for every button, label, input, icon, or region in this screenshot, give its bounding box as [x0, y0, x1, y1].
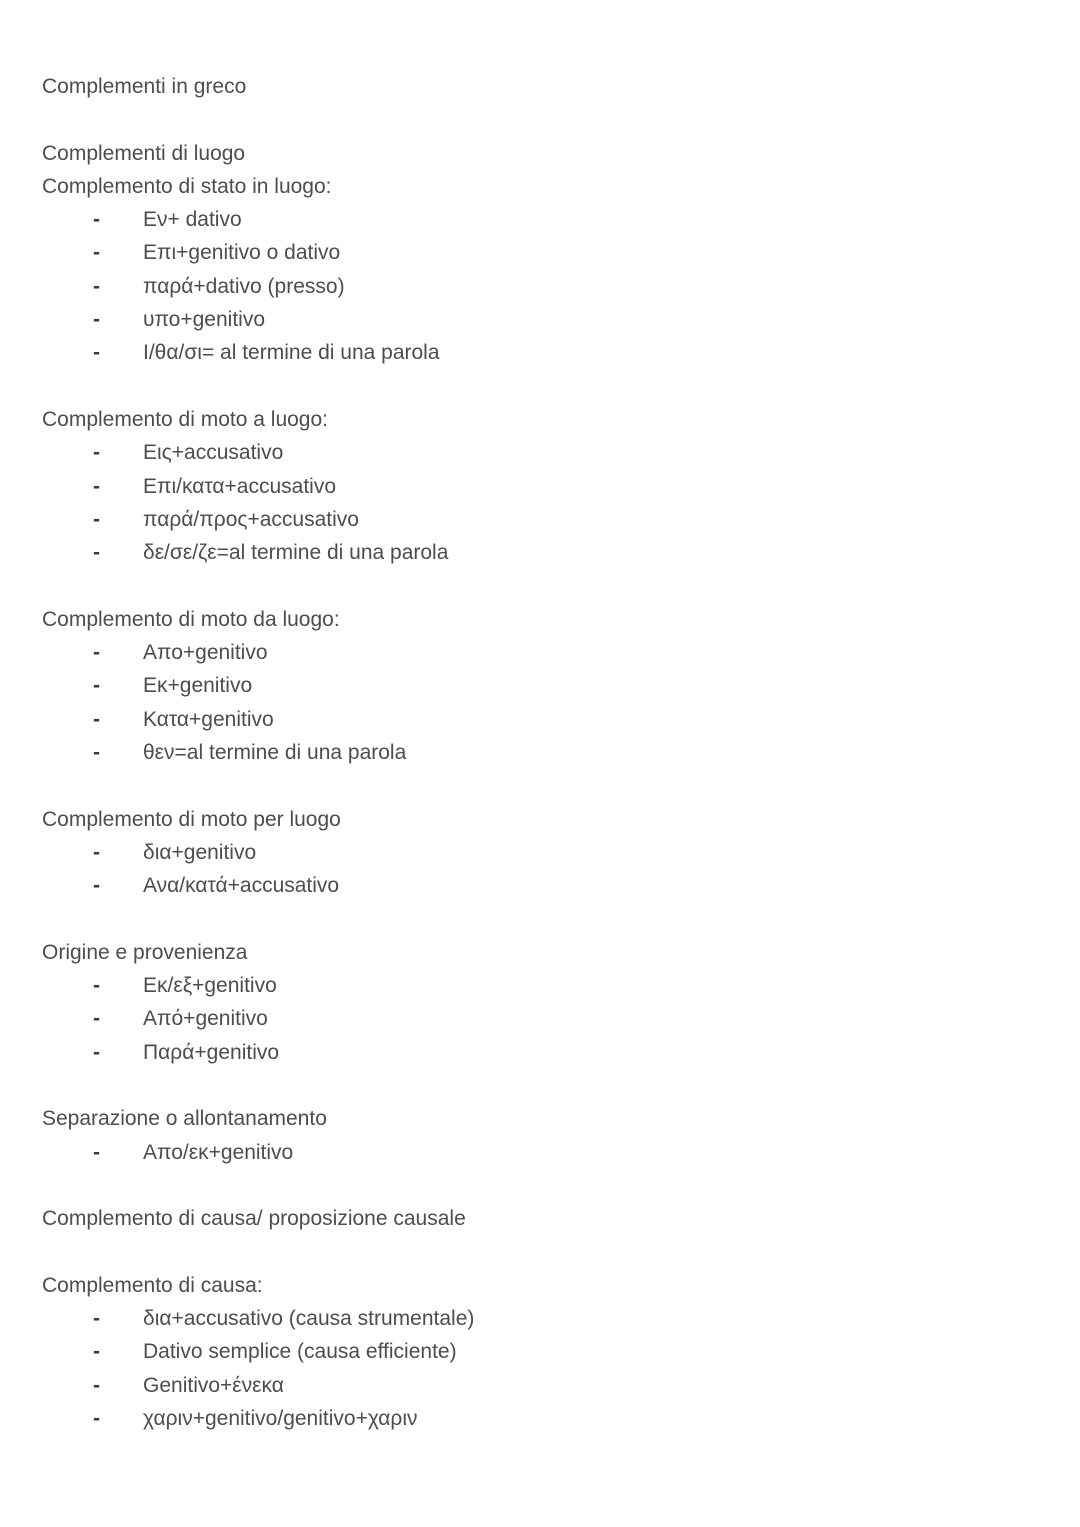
- spacer: [42, 370, 1042, 403]
- bullet-dash: -: [93, 1340, 100, 1364]
- list-item-text: δια+genitivo: [143, 840, 257, 864]
- bullet-dash: -: [93, 1140, 100, 1164]
- bullet-dash: -: [93, 274, 100, 298]
- list-item-text: παρά+dativo (presso): [143, 274, 345, 298]
- bullet-dash: -: [93, 208, 100, 232]
- section-moto-a-luogo: [42, 403, 1042, 569]
- list-item: [42, 1335, 1042, 1368]
- list-item: [42, 1036, 1042, 1069]
- list-item-text: υπο+genitivo: [143, 308, 266, 332]
- section-causa-proposizione: [42, 1202, 1042, 1235]
- document-body: [42, 70, 1042, 1435]
- bullet-dash: -: [93, 1040, 100, 1064]
- item-list: [42, 969, 1042, 1069]
- bullet-dash: -: [93, 974, 100, 998]
- list-item-text: παρά/προς+accusativo: [143, 507, 359, 531]
- list-item-text: Απο/εκ+genitivo: [143, 1140, 294, 1164]
- list-item-text: θεν=al termine di una parola: [143, 740, 407, 764]
- list-item: [42, 1002, 1042, 1035]
- list-item-text: Εις+accusativo: [143, 441, 284, 465]
- list-item: [42, 336, 1042, 369]
- bullet-dash: -: [93, 740, 100, 764]
- list-item: [42, 303, 1042, 336]
- section-pre-heading: Complementi di luogo: [42, 141, 246, 165]
- list-item: [42, 470, 1042, 503]
- list-item: [42, 236, 1042, 269]
- bullet-dash: -: [93, 441, 100, 465]
- bullet-dash: -: [93, 641, 100, 665]
- list-item-text: χαριν+genitivo/genitivo+χαριν: [143, 1406, 418, 1430]
- list-item-text: Επι+genitivo o dativo: [143, 241, 341, 265]
- list-item: [42, 1402, 1042, 1435]
- section-moto-per-luogo: [42, 803, 1042, 903]
- bullet-dash: -: [93, 507, 100, 531]
- list-item: [42, 1369, 1042, 1402]
- list-item: [42, 1136, 1042, 1169]
- bullet-dash: -: [93, 1007, 100, 1031]
- list-item-text: I/θα/σι= al termine di una parola: [143, 341, 440, 365]
- section-moto-da-luogo: [42, 603, 1042, 769]
- list-item: [42, 503, 1042, 536]
- section-heading: Complemento di causa:: [42, 1273, 263, 1297]
- section-origine-provenienza: [42, 936, 1042, 1069]
- section-separazione: [42, 1102, 1042, 1169]
- bullet-dash: -: [93, 241, 100, 265]
- section-heading: Complemento di causa/ proposizione causale: [42, 1207, 466, 1231]
- spacer: [42, 103, 1042, 136]
- document-title: Complementi in greco: [42, 75, 247, 98]
- list-item: [42, 669, 1042, 702]
- list-item: [42, 703, 1042, 736]
- section-heading: Complemento di moto da luogo:: [42, 607, 340, 631]
- bullet-dash: -: [93, 1306, 100, 1330]
- item-list: [42, 203, 1042, 369]
- list-item-text: Κατα+genitivo: [143, 707, 274, 731]
- section-heading: Separazione o allontanamento: [42, 1107, 327, 1131]
- bullet-dash: -: [93, 341, 100, 365]
- list-item-text: Dativo semplice (causa efficiente): [143, 1340, 457, 1364]
- spacer: [42, 1069, 1042, 1102]
- bullet-dash: -: [93, 474, 100, 498]
- list-item-text: Απο+genitivo: [143, 641, 268, 665]
- spacer: [42, 902, 1042, 935]
- bullet-dash: -: [93, 674, 100, 698]
- section-heading: Complemento di moto a luogo:: [42, 407, 328, 431]
- list-item-text: δε/σε/ζε=al termine di una parola: [143, 541, 449, 565]
- list-item: [42, 203, 1042, 236]
- list-item-text: Ανα/κατά+accusativo: [143, 874, 340, 898]
- bullet-dash: -: [93, 707, 100, 731]
- bullet-dash: -: [93, 308, 100, 332]
- list-item: [42, 636, 1042, 669]
- bullet-dash: -: [93, 541, 100, 565]
- bullet-dash: -: [93, 840, 100, 864]
- bullet-dash: -: [93, 1406, 100, 1430]
- bullet-dash: -: [93, 1373, 100, 1397]
- list-item-text: δια+accusativo (causa strumentale): [143, 1306, 475, 1330]
- item-list: [42, 836, 1042, 903]
- list-item: [42, 1302, 1042, 1335]
- item-list: [42, 1136, 1042, 1169]
- section-causa: [42, 1269, 1042, 1435]
- bullet-dash: -: [93, 874, 100, 898]
- section-heading: Origine e provenienza: [42, 940, 248, 964]
- item-list: [42, 436, 1042, 569]
- list-item: [42, 736, 1042, 769]
- list-item-text: Εν+ dativo: [143, 208, 242, 232]
- spacer: [42, 1235, 1042, 1268]
- list-item: [42, 869, 1042, 902]
- list-item: [42, 270, 1042, 303]
- spacer: [42, 769, 1042, 802]
- item-list: [42, 636, 1042, 769]
- section-heading: Complemento di moto per luogo: [42, 807, 341, 831]
- list-item-text: Εκ/εξ+genitivo: [143, 974, 277, 998]
- list-item-text: Από+genitivo: [143, 1007, 268, 1031]
- list-item: [42, 536, 1042, 569]
- list-item: [42, 969, 1042, 1002]
- list-item-text: Εκ+genitivo: [143, 674, 253, 698]
- list-item-text: Genitivo+ένεκα: [143, 1373, 284, 1397]
- list-item: [42, 436, 1042, 469]
- section-heading: Complemento di stato in luogo:: [42, 174, 332, 198]
- spacer: [42, 569, 1042, 602]
- item-list: [42, 1302, 1042, 1435]
- section-stato-in-luogo: [42, 137, 1042, 370]
- list-item-text: Παρά+genitivo: [143, 1040, 280, 1064]
- list-item-text: Επι/κατα+accusativo: [143, 474, 336, 498]
- spacer: [42, 1169, 1042, 1202]
- list-item: [42, 836, 1042, 869]
